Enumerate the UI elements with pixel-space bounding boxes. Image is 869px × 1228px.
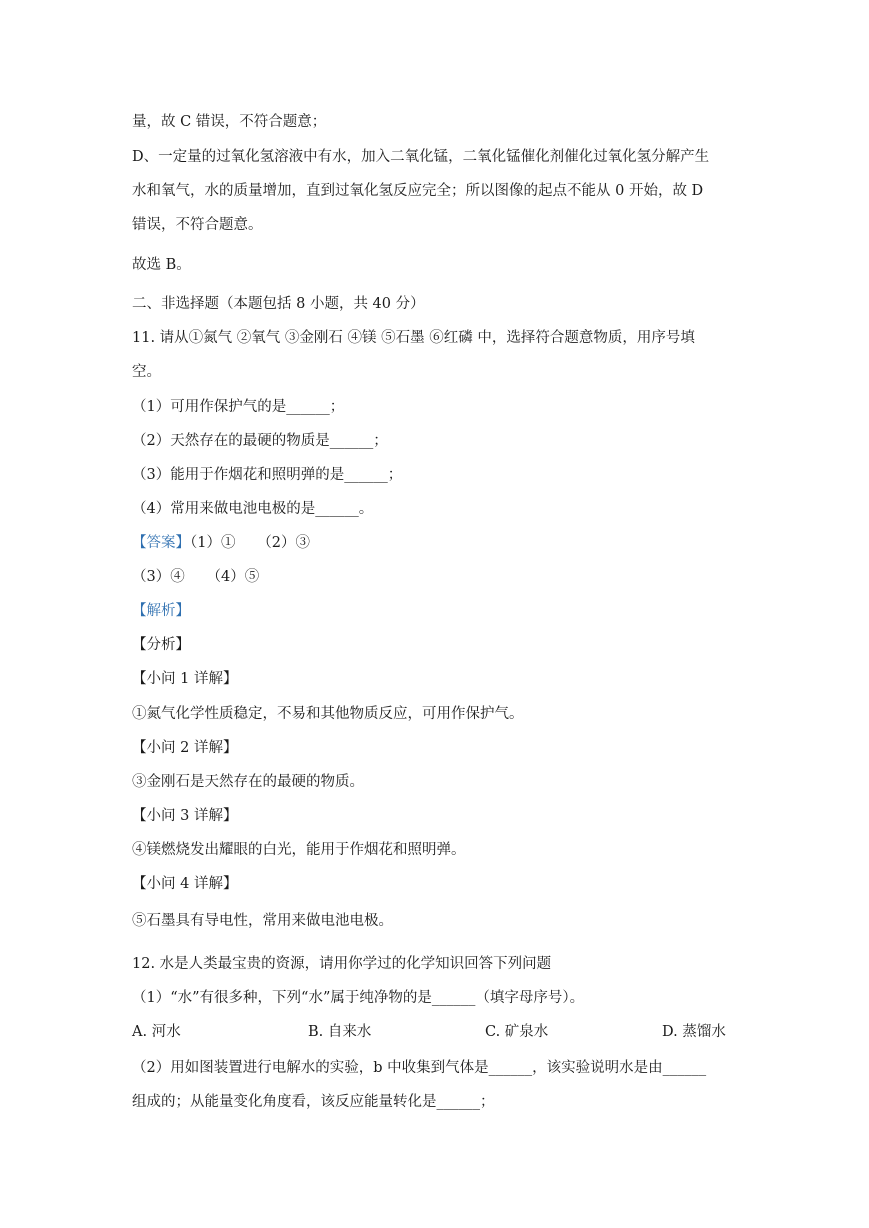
question-11-part-2: （2）天然存在的最硬的物质是______；	[132, 433, 388, 449]
analysis-heading: 【分析】	[132, 637, 190, 653]
sub-question-4-text: ⑤石墨具有导电性，常用来做电池电极。	[132, 913, 393, 929]
option-c: C. 矿泉水	[485, 1024, 549, 1040]
text-line: 错误，不符合题意。	[132, 217, 263, 233]
question-11-part-1: （1）可用作保护气的是______；	[132, 399, 345, 415]
section-heading: 二、非选择题（本题包括 8 小题，共 40 分）	[132, 296, 425, 312]
question-12-part-2-cont: 组成的；从能量变化角度看，该反应能量转化是______；	[132, 1094, 495, 1110]
sub-question-1-text: ①氮气化学性质稳定，不易和其他物质反应，可用作保护气。	[132, 706, 524, 722]
sub-question-2-text: ③金刚石是天然存在的最硬的物质。	[132, 774, 364, 790]
option-d: D. 蒸馏水	[662, 1024, 726, 1040]
sub-question-2-title: 【小问 2 详解】	[132, 740, 238, 756]
answer-tag: 【答案】	[132, 535, 190, 551]
option-a: A. 河水	[132, 1024, 181, 1040]
text-line: 故选 B。	[132, 257, 191, 273]
answer-line-1	[132, 533, 310, 553]
sub-question-1-title: 【小问 1 详解】	[132, 671, 238, 687]
sub-question-3-text: ④镁燃烧发出耀眼的白光，能用于作烟花和照明弹。	[132, 842, 466, 858]
analysis-tag: 【解析】	[132, 603, 190, 619]
question-11-part-4: （4）常用来做电池电极的是______。	[132, 501, 374, 517]
text-line: 量，故 C 错误，不符合题意；	[132, 114, 327, 130]
option-b: B. 自来水	[308, 1024, 372, 1040]
question-11-stem-cont: 空。	[132, 364, 161, 380]
text-line: 水和氧气，水的质量增加，直到过氧化氢反应完全；所以图像的起点不能从 0 开始，故 D	[132, 183, 704, 199]
answer-text: （1）① （2）③	[190, 535, 310, 551]
answer-line-2: （3）④ （4）⑤	[132, 569, 260, 585]
question-12-part-2: （2）用如图装置进行电解水的实验，b 中收集到气体是______，该实验说明水是由______	[132, 1060, 707, 1076]
question-11-stem: 11. 请从①氮气 ②氧气 ③金刚石 ④镁 ⑤石墨 ⑥红磷 中，选择符合题意物质，用序号填	[132, 330, 695, 346]
question-12-stem: 12. 水是人类最宝贵的资源，请用你学过的化学知识回答下列问题	[132, 956, 552, 972]
question-12-part-1: （1）“水”有很多种，下列“水”属于纯净物的是______（填字母序号）。	[132, 990, 585, 1006]
sub-question-3-title: 【小问 3 详解】	[132, 808, 238, 824]
question-11-part-3: （3）能用于作烟花和照明弹的是______；	[132, 467, 403, 483]
text-line: D、一定量的过氧化氢溶液中有水，加入二氧化锰，二氧化锰催化剂催化过氧化氢分解产生	[132, 149, 710, 165]
sub-question-4-title: 【小问 4 详解】	[132, 876, 238, 892]
